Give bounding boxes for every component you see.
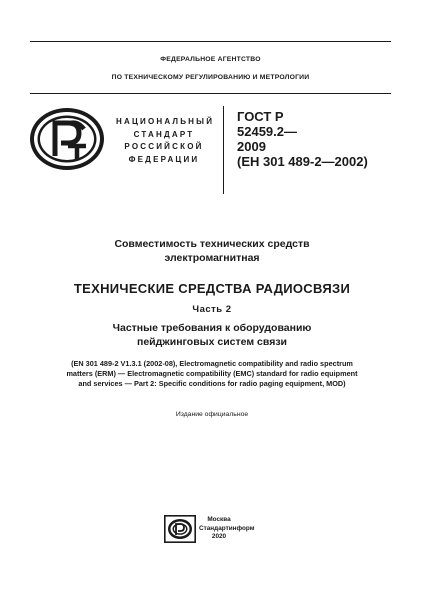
header-rule: [30, 93, 391, 94]
main-title: ТЕХНИЧЕСКИЕ СРЕДСТВА РАДИОСВЯЗИ: [73, 281, 351, 296]
standard-label: [116, 116, 215, 166]
gost-line-4: (ЕН 301 489-2—2002): [237, 154, 368, 169]
subtitle-line-1: Частные требования к оборудованию: [112, 322, 312, 334]
standard-label-line-3: РОССИЙСКОЙ: [124, 142, 204, 151]
publisher-year: 2020: [211, 533, 227, 540]
english-title: [30, 359, 394, 389]
publisher: [199, 516, 255, 542]
gost-line-2: 52459.2—: [237, 124, 297, 139]
subtitle-line-2: пейджинговых систем связи: [137, 335, 287, 348]
top-rule: [30, 41, 391, 42]
subtitle: [30, 322, 394, 349]
gost-r-logo-icon: [28, 106, 106, 172]
vertical-divider: [223, 106, 224, 194]
english-line-3: and services — Part 2: Specific conditions for radio paging equipment, MOD): [78, 379, 346, 388]
gost-line-1: ГОСТ Р: [237, 109, 284, 124]
agency-line-1: ФЕДЕРАЛЬНОЕ АГЕНТСТВО: [160, 56, 261, 63]
english-line-1: (EN 301 489-2 V1.3.1 (2002-08), Electromagnetic compatibility and radio spectrum: [71, 359, 353, 368]
agency-line-2: ПО ТЕХНИЧЕСКОМУ РЕГУЛИРОВАНИЮ И МЕТРОЛОГИИ: [111, 74, 310, 81]
english-line-2: matters (ERM) — Electromagnetic compatibility (EMC) standard for radio equipment: [66, 369, 358, 378]
publisher-city: Москва: [207, 516, 231, 523]
publisher-name: Стандартинформ: [199, 524, 255, 532]
edition-note: Издание официальное: [175, 411, 249, 418]
title-line-2: электромагнитная: [164, 251, 260, 264]
standard-label-line-2: СТАНДАРТ: [133, 129, 195, 139]
standartinform-logo-icon: [164, 515, 196, 543]
standard-label-line-4: ФЕДЕРАЦИИ: [128, 154, 200, 164]
title-line-1: Совместимость технических средств: [114, 238, 310, 250]
title-top: [30, 238, 394, 265]
gost-line-3: 2009: [237, 139, 266, 154]
standard-label-line-1: НАЦИОНАЛЬНЫЙ: [116, 117, 215, 126]
part-number: Часть 2: [192, 304, 232, 315]
gost-designation: [237, 109, 368, 169]
